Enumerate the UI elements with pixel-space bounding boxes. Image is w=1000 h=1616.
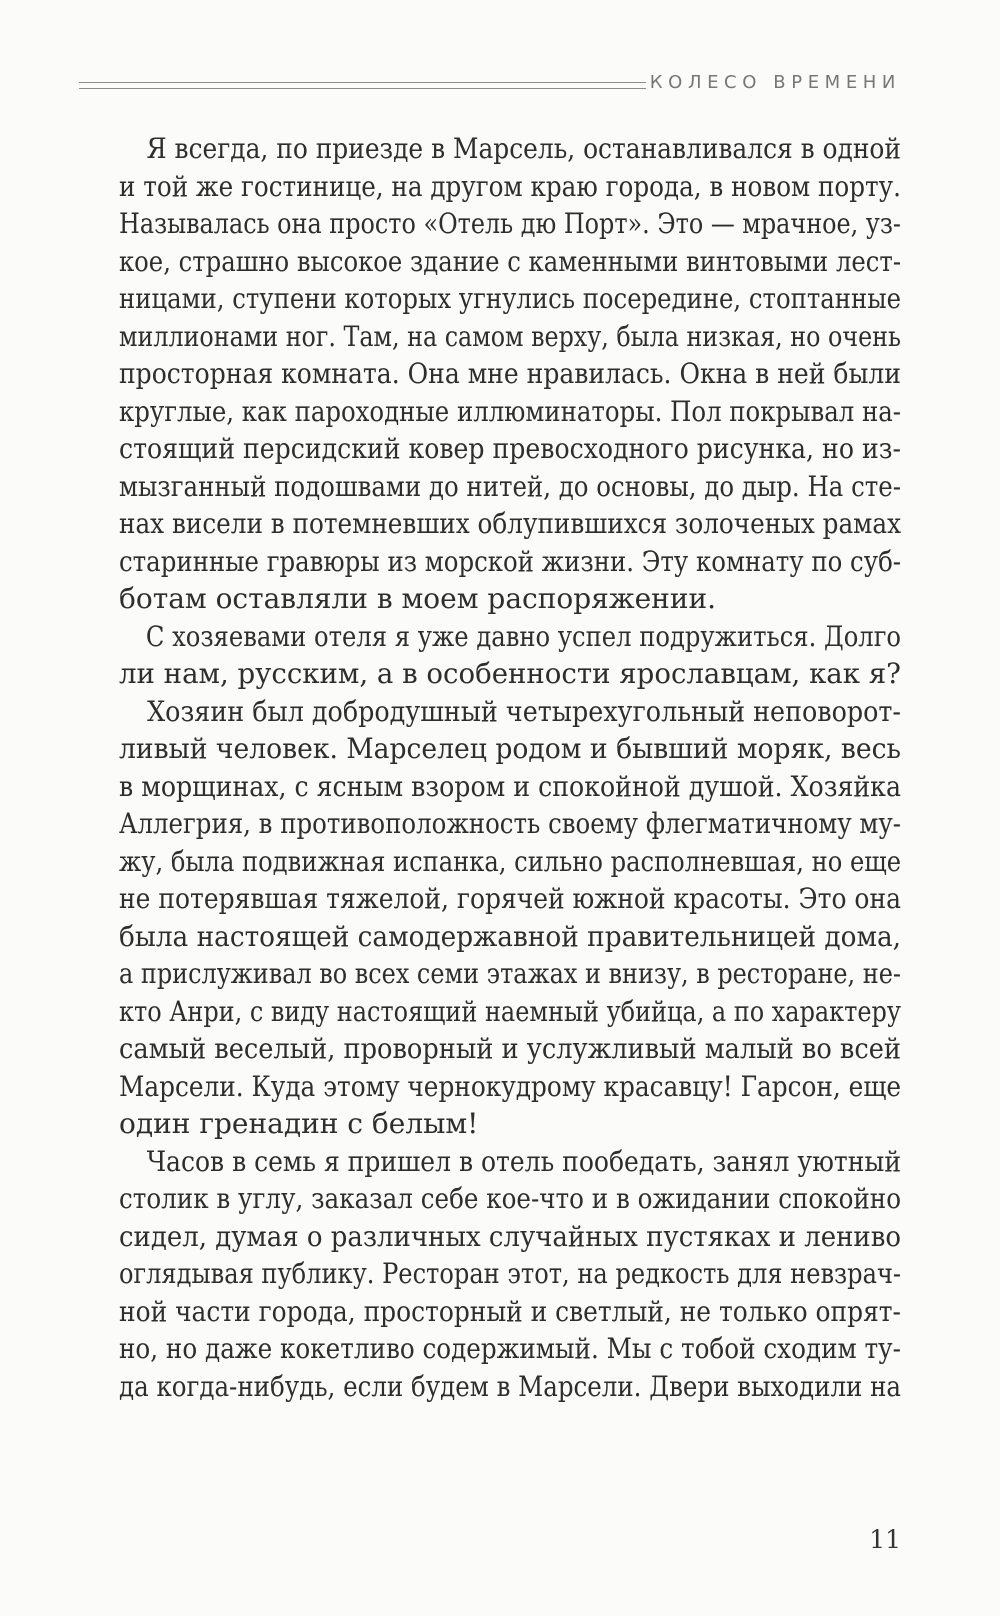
text-line: самый веселый, проворный и услужливый малый во всей [119, 1032, 902, 1065]
text-line: да когда-нибудь, если будем в Марсели. Двери выходили на [119, 1369, 902, 1403]
text-line: в морщинах, с ясным взором и спокойной душой. Хозяйка [119, 769, 901, 803]
text-line: нах висели в потемневших облупившихся золоченых рамах [119, 507, 902, 540]
header-double-rule [79, 82, 646, 89]
text-line: и той же гостинице, на другом краю города, в новом порту. [119, 169, 901, 203]
text-line: ливый человек. Марселец родом и бывший моряк, весь [119, 732, 901, 765]
text-line: жу, была подвижная испанка, сильно располневшая, но еще [119, 844, 902, 878]
text-line: Часов в семь я пришел в отель пообедать, занял уютный [146, 1144, 901, 1178]
running-title: КОЛЕСО ВРЕМЕНИ [649, 72, 901, 93]
page-number: 11 [869, 1525, 901, 1554]
text-line: Я всегда, по приезде в Марсель, останавливался в одной [146, 132, 901, 165]
body-text [119, 130, 901, 1405]
text-line: Называлась она просто «Отель дю Порт». Это — мрачное, уз- [119, 207, 901, 240]
text-line: один гренадин с белым! [119, 1107, 479, 1140]
text-line: миллионами ног. Там, на самом верху, была низкая, но очень [119, 319, 901, 353]
text-line: ботам оставляли в моем распоряжении. [119, 582, 717, 615]
text-line: ли нам, русским, а в особенности ярославцам, как я? [119, 657, 901, 690]
paragraph-2 [119, 618, 901, 693]
text-line: ницами, ступени которых угнулись посередине, стоптанные [119, 282, 902, 315]
text-line: круглые, как пароходные иллюминаторы. Пол покрывал на- [119, 394, 902, 428]
text-line: столик в углу, заказал себе кое-что и в ожидании спокойно [119, 1182, 902, 1215]
text-line: но, но даже кокетливо содержимый. Мы с тобой сходим ту- [119, 1332, 901, 1365]
text-line: просторная комната. Она мне нравилась. Окна в ней были [119, 357, 901, 390]
text-line: Аллегрия, в противоположность своему флегматичному му- [119, 807, 902, 840]
text-line: сидел, думая о различных случайных пустяках и лениво [119, 1219, 901, 1253]
text-line: стоящий персидский ковер превосходного рисунка, но из- [119, 432, 901, 465]
text-line: Хозяин был добродушный четырехугольный неповорот- [147, 694, 902, 728]
paragraph-1 [119, 130, 901, 618]
text-line: кто Анри, с виду настоящий наемный убийца, а по характеру [119, 994, 901, 1028]
paragraph-3 [119, 693, 901, 1143]
text-line: Марсели. Куда этому чернокудрому красавцу! Гарсон, еще [119, 1069, 902, 1103]
running-header [79, 71, 901, 101]
text-line: оглядывая публику. Ресторан этот, на редкость для невзрач- [119, 1257, 902, 1290]
paragraph-4 [119, 1143, 901, 1406]
text-line: а прислуживал во всех семи этажах и внизу, в ресторане, не- [119, 957, 901, 990]
text-line: мызганный подошвами до нитей, до основы, до дыр. На сте- [119, 469, 901, 503]
text-line: кое, страшно высокое здание с каменными винтовыми лест- [119, 244, 902, 278]
text-line: С хозяевами отеля я уже давно успел подружиться. Долго [145, 619, 901, 653]
text-line: ной части города, просторный и светлый, не только опрят- [119, 1294, 901, 1328]
text-line: старинные гравюры из морской жизни. Эту комнату по суб- [119, 544, 902, 578]
text-line: не потерявшая тяжелой, горячей южной красоты. Это она [119, 882, 901, 915]
text-line: была настоящей самодержавной правительницей дома, [119, 919, 902, 953]
